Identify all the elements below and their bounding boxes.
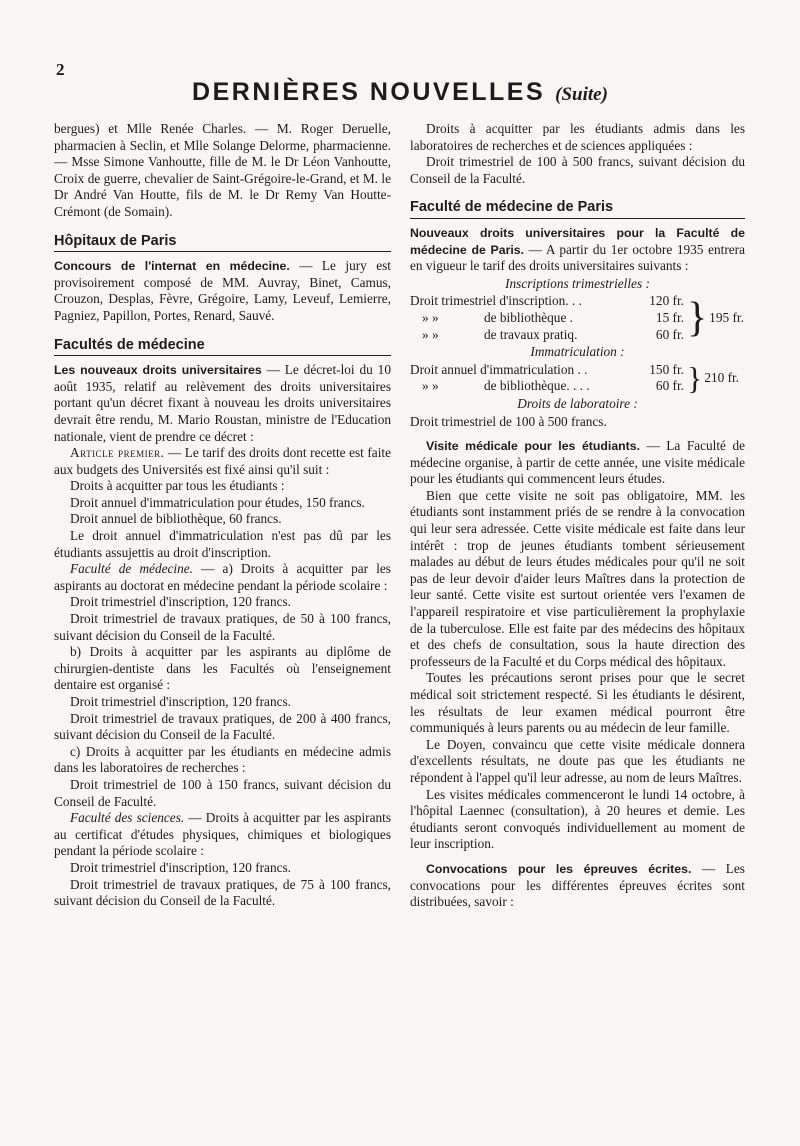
visite-text: — La Faculté de médecine organise, à partir de cette année, une visite médicale pour les étudiants qui commencent leurs études.: [410, 438, 745, 487]
paragraph-doyen: Le Doyen, convaincu que cette visite médicale donnera d'excellents résultats, ne doute pas que les étudiants ne répondent à l'appel qu'il leur adresse, au nom de leurs Maîtres.: [410, 736, 745, 785]
inscr-row: [410, 293, 684, 310]
convoc-lead: Convocations pour les épreuves écrites.: [426, 861, 692, 876]
inscr-row: [410, 310, 684, 327]
paragraph-tp-75: Droit trimestriel de travaux pratiques, de 75 à 100 francs, suivant décision du Conseil de la Faculté.: [54, 876, 391, 909]
immat-row-label: de bibliothèque. . . .: [484, 378, 590, 394]
heading-facultes: Facultés de médecine: [54, 337, 391, 357]
paragraph-toutes: Toutes les précautions seront prises pour que le secret médical soit strictement respecté. Si les étudiants le désirent, les résultats de leur examen médical pourront être communiqués à leurs parents ou au médecin de leur famille.: [410, 670, 745, 736]
paragraph-convocations: [410, 861, 745, 911]
paragraph-non-du: Le droit annuel d'immatriculation n'est pas dû par les étudiants assujettis au droit d'inscription.: [54, 528, 391, 560]
paragraph-inscr-c: Droit trimestriel d'inscription, 120 francs.: [70, 859, 292, 875]
inscr-row-amount: 15 fr.: [655, 309, 684, 325]
droits-lead: Les nouveaux droits universitaires: [54, 363, 262, 378]
paragraph-b: b) Droits à acquitter par les aspirants au diplôme de chirurgien-dentiste dans les Facultés où l'enseignement dentaire est organisé :: [54, 644, 391, 693]
article-lead: Article premier.: [70, 445, 165, 461]
immatriculation-caption: Immatriculation :: [530, 344, 625, 360]
paragraph-tp-200: Droit trimestriel de travaux pratiques, de 200 à 400 francs, suivant décision du Conseil de la Faculté.: [54, 710, 391, 743]
inscr-row-label: de bibliothèque .: [484, 309, 573, 325]
inscriptions-table: [410, 293, 745, 343]
right-column: [410, 121, 745, 911]
ditto-marks: » »: [422, 309, 439, 325]
inscriptions-total: 195 fr.: [709, 309, 744, 325]
brace: }: [687, 360, 703, 397]
nouveaux-lead: Nouveaux droits universitaires pour la Faculté de médecine de Paris.: [410, 225, 745, 257]
paragraph-immatriculation: Droit annuel d'immatriculation pour études, 150 francs.: [70, 494, 365, 510]
fac-med-text: — a) Droits à acquitter par les aspirants au doctorat en médecine pendant la période scolaire :: [54, 561, 391, 593]
convoc-text: — Les convocations pour les différentes épreuves écrites sont distribuées, savoir :: [410, 860, 745, 910]
inscr-row-amount: 120 fr.: [649, 293, 684, 309]
immat-row-label: Droit annuel d'immatriculation . .: [410, 361, 588, 377]
paragraph-article: [54, 445, 391, 478]
paragraph-c: c) Droits à acquitter par les étudiants en médecine admis dans les laboratoires de recherches :: [54, 743, 391, 776]
paragraph-droits: [54, 362, 391, 445]
inscr-row-label: de travaux pratiq.: [484, 326, 578, 342]
ditto-marks: » »: [422, 326, 439, 342]
paragraph-tr-100-500-b: Droit trimestriel de 100 à 500 francs.: [410, 413, 607, 429]
fac-med-lead: Faculté de médecine.: [70, 561, 193, 577]
paragraph-inscr-a: Droit trimestriel d'inscription, 120 francs.: [70, 594, 292, 610]
fac-sci-text: — Droits à acquitter par les aspirants au certificat d'études physiques, chimiques et biologiques pendant la période scolaire :: [54, 810, 391, 859]
paragraph-fac-med: [54, 561, 391, 594]
immat-row: [410, 378, 684, 395]
paragraph-nouveaux: [410, 225, 745, 275]
ditto-marks: » »: [422, 378, 439, 394]
brace: }: [687, 295, 708, 342]
immatriculation-total: 210 fr.: [704, 370, 740, 386]
immat-row: [410, 362, 684, 379]
nouveaux-text: — A partir du 1er octobre 1935 entrera en vigueur le tarif des droits universitaires suivants :: [410, 241, 745, 274]
paragraph-labo: Droits à acquitter par les étudiants admis dans les laboratoires de recherches et de sciences appliquées :: [410, 121, 745, 153]
paragraph-tous-etudiants: Droits à acquitter par tous les étudiants :: [70, 478, 285, 494]
paragraph-inscr-b: Droit trimestriel d'inscription, 120 francs.: [70, 694, 292, 709]
paragraph-marriages: bergues) et Mlle Renée Charles. — M. Roger Deruelle, pharmacien à Seclin, et Mlle Solange Delorme, pharmacienne. — Msse Simone Vanhoutte, fille de M. le Dr Léon Vanhoutte, Croix de guerre, chevalier de Saint-Grégoire-le-Grand, et M. le Dr André Van Houtte, fils de M. le Dr Remy Van Houtte-Crémont (de Somain).: [54, 121, 391, 219]
paragraph-tp-50: Droit trimestriel de travaux pratiques, de 50 à 100 francs, suivant décision du Conseil de la Faculté.: [54, 611, 391, 643]
paragraph-concours: [54, 258, 391, 324]
running-head: [0, 78, 800, 107]
paragraph-tr-100-500-a: Droit trimestriel de 100 à 500 francs, suivant décision du Conseil de la Faculté.: [410, 154, 745, 186]
inscr-row-label: Droit trimestriel d'inscription. . .: [410, 293, 582, 309]
immat-row-amount: 60 fr.: [655, 378, 684, 394]
heading-fac-paris: Faculté de médecine de Paris: [410, 199, 745, 219]
paragraph-fac-sci: [54, 810, 391, 860]
paragraph-bien-que: Bien que cette visite ne soit pas obligatoire, MM. les étudiants sont instamment priés de se rendre à la convocation qui leur sera adressée. Cette visite médicale est faite dans leur intérêt : trop de jeunes étudiants tombent sérieusement malades au début de leurs études médicales pour qu'il ne soit pas de leur devoir d'aider leurs Maîtres dans la protection de leur santé. Cette visite est surtout orientée vers l'examen de l'appareil respiratoire et vise particulièrement la prophylaxie de la tuberculose. Elle est faite par des médecins des hôpitaux et des chefs de consultation, sous la haute direction des professeurs de la Faculté et du Corps médical des hôpitaux.: [410, 487, 745, 669]
paragraph-visites: Les visites médicales commenceront le lundi 14 octobre, à l'hôpital Laennec (consultation), à 20 heures et demie. Les étudiants seront convoqués individuellement au moment de leur inscription.: [410, 786, 745, 852]
running-head-suite: (Suite): [555, 84, 608, 105]
left-column: [54, 121, 391, 910]
paragraph-tr-100-150: Droit trimestriel de 100 à 150 francs, suivant décision du Conseil de Faculté.: [54, 776, 391, 809]
immat-row-amount: 150 fr.: [649, 361, 684, 377]
page-number: 2: [56, 60, 65, 79]
inscr-row: [410, 327, 684, 344]
paragraph-bibliotheque: Droit annuel de bibliothèque, 60 francs.: [70, 511, 282, 527]
fac-sci-lead: Faculté des sciences.: [70, 810, 185, 826]
inscriptions-caption: Inscriptions trimestrielles :: [505, 275, 650, 291]
droits-text: — Le décret-loi du 10 août 1935, relatif au relèvement des droits universitaires portant qu'un décret fixant à nouveau les droits universitaires devrait être rendu, M. Mario Roustan, ministre de l'Education nationale, vient de prendre ce décret :: [54, 362, 391, 444]
laboratoire-caption: Droits de laboratoire :: [517, 395, 638, 411]
visite-lead: Visite médicale pour les étudiants.: [426, 439, 641, 454]
paragraph-visite: [410, 438, 745, 488]
concours-lead: Concours de l'internat en médecine.: [54, 259, 290, 274]
inscr-row-amount: 60 fr.: [655, 326, 684, 342]
running-head-title: DERNIÈRES NOUVELLES: [192, 78, 546, 106]
heading-hopitaux: Hôpitaux de Paris: [54, 233, 391, 253]
article-text: — Le tarif des droits dont recette est faite aux budgets des Universités est fixé ainsi qu'il suit :: [54, 445, 391, 477]
immatriculation-table: [410, 362, 745, 395]
concours-text: — Le jury est provisoirement composé de MM. Auvray, Binet, Camus, Crouzon, Desplas, Fèvre, Grégoire, Lamy, Leveuf, Lemierre, Pagniez, Papillon, Portes, Renard, Sauvé.: [54, 258, 391, 323]
